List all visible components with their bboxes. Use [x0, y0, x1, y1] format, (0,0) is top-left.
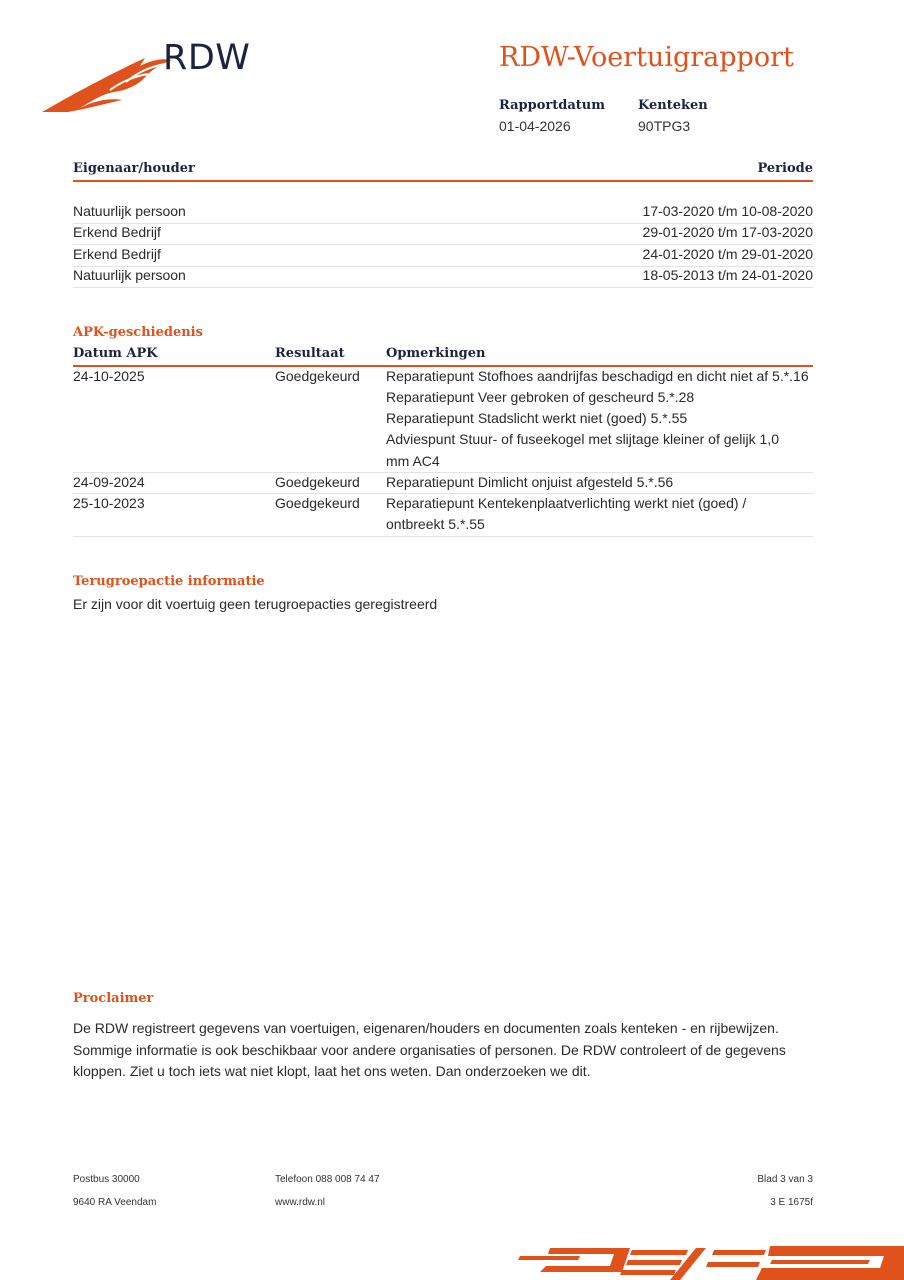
apk-remark: Reparatiepunt Veer gebroken of gescheurd 5.*.28 [386, 389, 695, 405]
row-divider [73, 244, 813, 245]
apk-result: Goedgekeurd [275, 368, 360, 384]
owners-header-rule [73, 180, 813, 182]
owner-period: 17-03-2020 t/m 10-08-2020 [642, 203, 813, 219]
apk-result: Goedgekeurd [275, 474, 360, 490]
proclaimer-line: kloppen. Ziet u toch iets wat niet klopt, laat het ons weten. Dan onderzoeken we dit. [73, 1063, 591, 1079]
footer-stripes-icon [510, 1238, 904, 1280]
proclaimer-line: De RDW registreert gegevens van voertuigen, eigenaren/houders en documenten zoals kenteken - en rijbewijzen. [73, 1020, 779, 1036]
apk-col-date: Datum APK [73, 346, 158, 361]
proclaimer-text [73, 1018, 813, 1083]
row-divider [73, 472, 813, 473]
apk-heading: APK-geschiedenis [73, 325, 203, 340]
proclaimer-line: Sommige informatie is ook beschikbaar voor andere organisaties of personen. De RDW controleert of de gegevens [73, 1041, 786, 1058]
row-divider [73, 536, 813, 537]
owners-heading: Eigenaar/houder [73, 161, 195, 176]
owner-type: Erkend Bedrijf [73, 246, 161, 262]
footer-page-number: Blad 3 van 3 [757, 1174, 813, 1185]
owner-period: 18-05-2013 t/m 24-01-2020 [642, 267, 813, 283]
apk-col-remarks: Opmerkingen [386, 346, 486, 361]
footer-website[interactable]: www.rdw.nl [275, 1197, 326, 1208]
apk-col-result: Resultaat [275, 346, 345, 361]
footer-postcode: 9640 RA Veendam [73, 1197, 157, 1208]
proclaimer-heading: Proclaimer [73, 991, 154, 1006]
apk-date: 25-10-2023 [73, 495, 145, 511]
apk-remark: Adviespunt Stuur- of fuseekogel met slijtage kleiner of gelijk 1,0 [386, 431, 779, 447]
recall-text: Er zijn voor dit voertuig geen terugroepacties geregistreerd [73, 596, 438, 612]
apk-remark: mm AC4 [386, 453, 440, 469]
apk-remark: Reparatiepunt Dimlicht onjuist afgesteld 5.*.56 [386, 474, 674, 490]
footer-postbus: Postbus 30000 [73, 1174, 140, 1185]
row-divider [73, 287, 813, 288]
footer-code: 3 E 1675f [770, 1197, 813, 1208]
owner-type: Natuurlijk persoon [73, 267, 186, 283]
owner-period: 29-01-2020 t/m 17-03-2020 [642, 224, 813, 240]
rapportdatum-value: 01-04-2026 [499, 118, 571, 134]
apk-date: 24-10-2025 [73, 368, 145, 384]
kenteken-label: Kenteken [638, 98, 708, 113]
owner-type: Natuurlijk persoon [73, 203, 186, 219]
period-heading: Periode [757, 161, 813, 176]
rapportdatum-label: Rapportdatum [499, 98, 605, 113]
apk-remark: Reparatiepunt Kentekenplaatverlichting werkt niet (goed) / [386, 495, 747, 511]
row-divider [73, 493, 813, 494]
apk-header-rule [73, 365, 813, 367]
apk-remark: Reparatiepunt Stadslicht werkt niet (goed) 5.*.55 [386, 410, 688, 426]
kenteken-value: 90TPG3 [638, 118, 691, 134]
apk-date: 24-09-2024 [73, 474, 145, 490]
recall-heading: Terugroepactie informatie [73, 574, 265, 589]
logo-text: RDW [163, 38, 251, 78]
report-title: RDW-Voertuigrapport [499, 42, 794, 73]
footer-telefoon: Telefoon 088 008 74 47 [275, 1174, 380, 1185]
apk-remark: Reparatiepunt Stofhoes aandrijfas beschadigd en dicht niet af 5.*.16 [386, 368, 809, 384]
owner-period: 24-01-2020 t/m 29-01-2020 [642, 246, 813, 262]
owner-type: Erkend Bedrijf [73, 224, 161, 240]
apk-remark: ontbreekt 5.*.55 [386, 516, 485, 532]
apk-result: Goedgekeurd [275, 495, 360, 511]
